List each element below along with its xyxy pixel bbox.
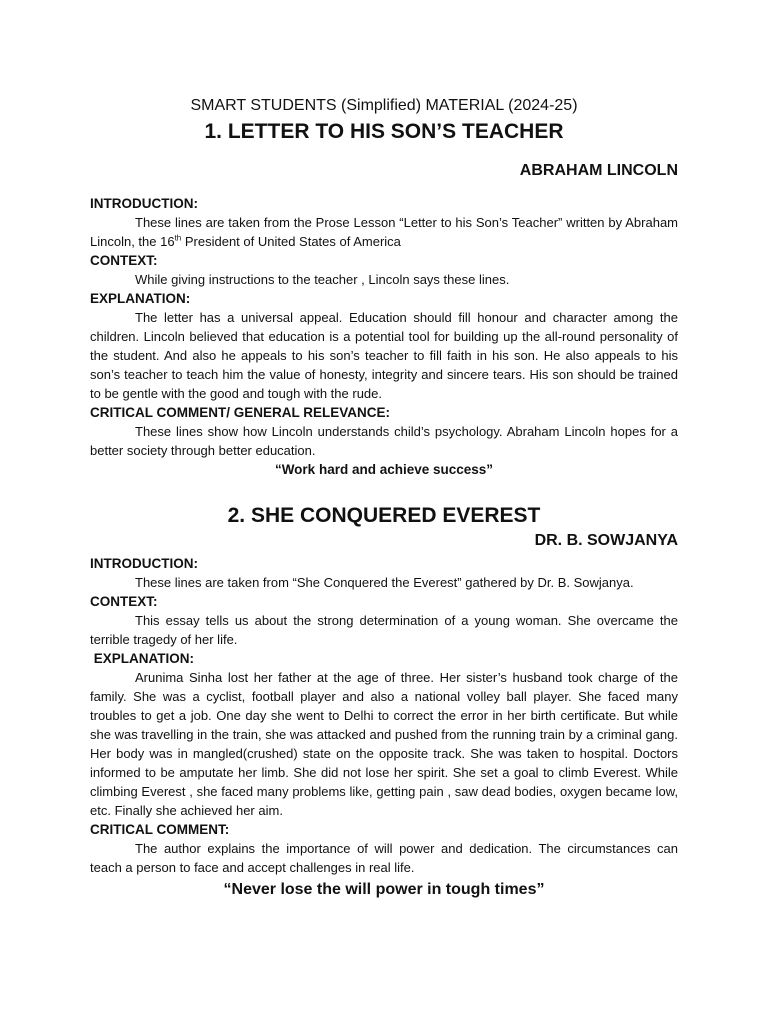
lesson1-title: 1. LETTER TO HIS SON’S TEACHER <box>204 120 564 143</box>
lesson2-quote: “Never lose the will power in tough times” <box>223 881 545 898</box>
lesson1-explanation-heading: EXPLANATION: <box>90 291 191 306</box>
lesson1-context-text: While giving instructions to the teacher , Lincoln says these lines. <box>135 272 510 287</box>
lesson2-critical-text: The author explains the importance of will power and dedication. The circumstances can teach a person to face and accept challenges in real life. <box>90 841 678 875</box>
lesson2-title: 2. SHE CONQUERED EVEREST <box>227 504 541 527</box>
lesson1-introduction-heading: INTRODUCTION: <box>90 196 198 211</box>
lesson1-explanation-text: The letter has a universal appeal. Education should fill honour and character among the children. Lincoln believed that education is a potential tool for building up the all-round personality of the student. And also he appeals to his son’s teacher to fill faith in his son. He also appeals to his son’s teacher to teach him the value of honesty, integrity and sincere tears. His son should be trained to be gentle with the good and tough with the rude. <box>90 310 678 401</box>
document-header: SMART STUDENTS (Simplified) MATERIAL (2024-25) <box>190 97 578 114</box>
lesson2-introduction-text: These lines are taken from “She Conquered the Everest” gathered by Dr. B. Sowjanya. <box>135 575 634 590</box>
lesson2-author: DR. B. SOWJANYA <box>534 532 678 549</box>
lesson1-critical-text: These lines show how Lincoln understands child’s psychology. Abraham Lincoln hopes for a better society through better education. <box>90 424 678 458</box>
document-page <box>90 96 678 901</box>
lesson2-context-text: This essay tells us about the strong determination of a young woman. She overcame the terrible tragedy of her life. <box>90 613 678 647</box>
lesson1-context-heading: CONTEXT: <box>90 253 158 268</box>
lesson2-explanation-heading: EXPLANATION: <box>90 651 194 666</box>
lesson1-introduction-text: These lines are taken from the Prose Lesson “Letter to his Son’s Teacher” written by Abraham Lincoln, the 16th President of United States of America <box>90 215 678 249</box>
lesson2-critical-heading: CRITICAL COMMENT: <box>90 822 230 837</box>
lesson1-quote: “Work hard and achieve success” <box>274 462 494 477</box>
lesson1-critical-heading: CRITICAL COMMENT/ GENERAL RELEVANCE: <box>90 405 391 420</box>
lesson2-introduction-heading: INTRODUCTION: <box>90 556 198 571</box>
lesson2-context-heading: CONTEXT: <box>90 594 158 609</box>
lesson2-explanation-text: Arunima Sinha lost her father at the age of three. Her sister’s husband took charge of the family. She was a cyclist, football player and also a national volley ball player. She faced many troubles to get a job. One day she went to Delhi to correct the error in her birth certificate. But while she was travelling in the train, she was attacked and pushed from the running train by a criminal gang. Her body was in mangled(crushed) state on the opposite track. She was taken to hospital. Doctors informed to be amputate her limb. She did not lose her spirit. She set a goal to climb Everest. While climbing Everest , she faced many problems like, getting pain , saw dead bodies, oxygen became low, etc. Finally she achieved her aim. <box>90 670 678 818</box>
lesson1-author: ABRAHAM LINCOLN <box>519 162 678 179</box>
